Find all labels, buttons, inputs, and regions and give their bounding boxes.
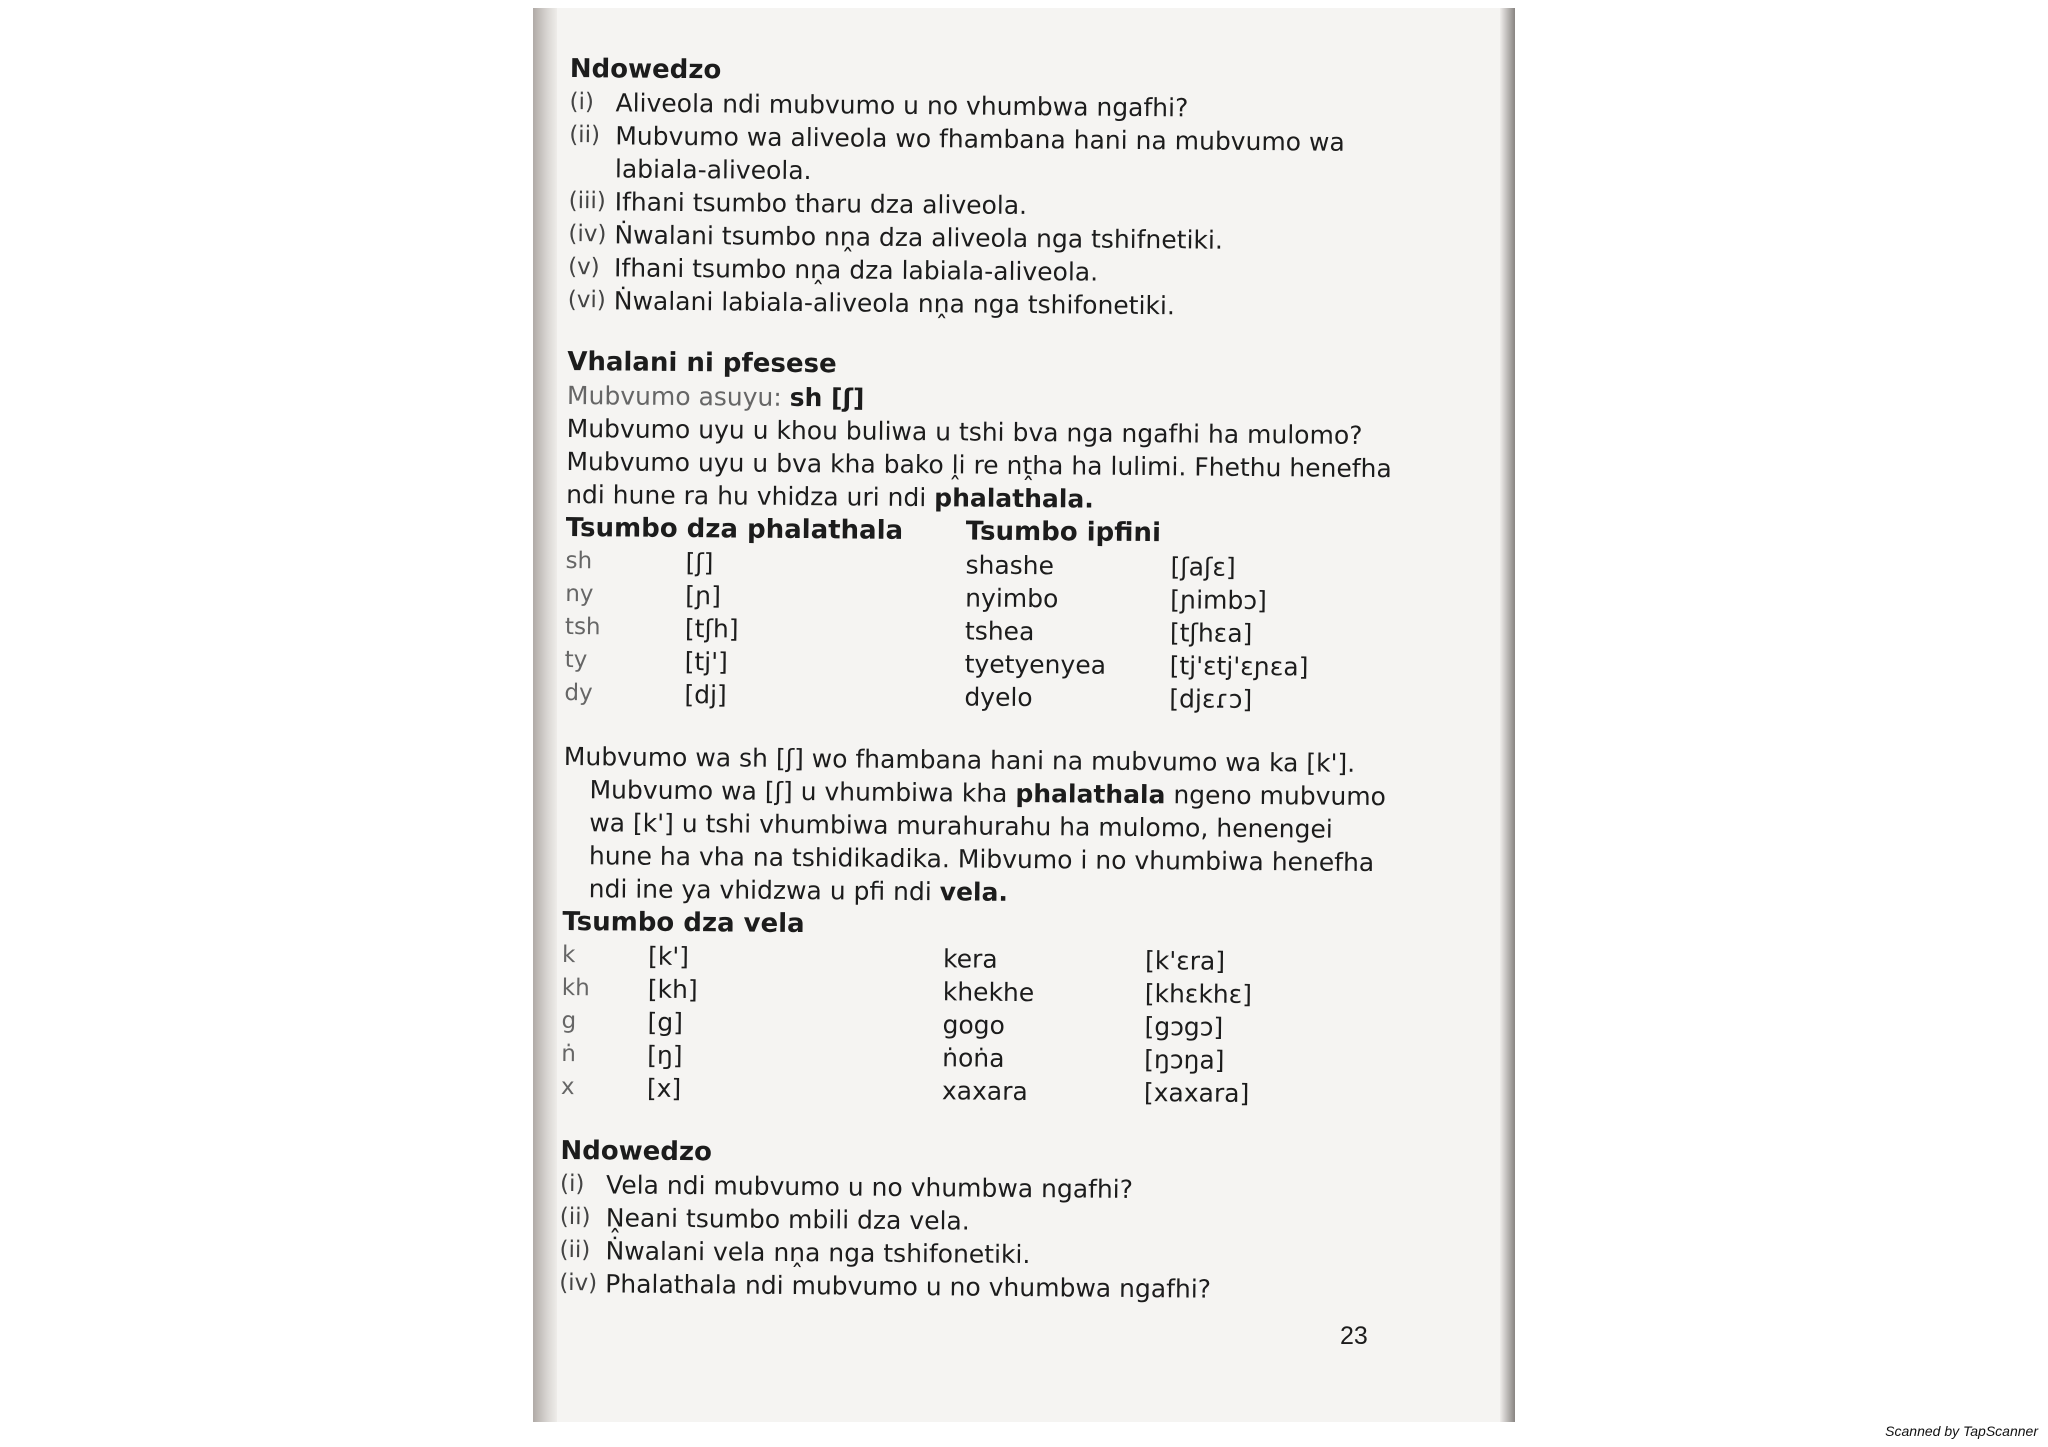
velar-paragraph: Mubvumo wa [ʃ] u vhumbiwa kha phalathala ngeno mubvumo wa [k'] u tshi vhumbiwa murahurahu ha mulomo, henengei hune ha vha na tshidikadika. Mibvumo i no vhumbiwa henefha ndi ine ya vhidzwa u pfi ndi vela.: [588, 775, 1387, 907]
list-item: (iv) Ṅwalani tsumbo nṋa dza aliveola nga tshifnetiki.: [568, 220, 1223, 255]
list-item: (vi) Ṅwalani labiala-aliveola nṋa nga tshifonetiki.: [567, 286, 1175, 321]
page-edge-shadow: [1500, 8, 1515, 1422]
table-row: dyelo [djɛɾɔ]: [964, 682, 1253, 714]
table-row: shashe [ʃaʃɛ]: [965, 550, 1236, 582]
palatal-examples: [564, 511, 1406, 717]
reading-paragraph: Mubvumo uyu u bva kha bako ḽi re nṱha ha lulimi. Fhethu henefha ndi hune ra hu vhidza uri ndi phalathala.: [566, 446, 1392, 514]
table-row: ny [ɲ]: [565, 580, 722, 611]
sound-value: sh [ʃ]: [789, 382, 865, 413]
table-row: ty [tj']: [564, 646, 728, 677]
list-item: (ii) Mubvumo wa aliveola wo fhambana hani na mubvumo wa labiala-aliveola.: [569, 121, 1345, 186]
table-row: sh [ʃ]: [565, 547, 714, 578]
list-item: (iii) Ifhani tsumbo tharu dza aliveola.: [568, 187, 1028, 220]
list-item: (i) Aliveola ndi mubvumo u no vhumbwa ngafhi?: [569, 88, 1189, 123]
exercise-list-2: [559, 1168, 1400, 1307]
palatal-words-table: [964, 548, 1309, 716]
list-item: (ii) Ṋeani tsumbo mbili dza vela.: [559, 1203, 970, 1236]
table-row: k [k'] kera [k'ɛra]: [562, 941, 1226, 976]
list-item: (i) Vela ndi mubvumo u no vhumbwa ngafhi?: [560, 1170, 1134, 1204]
reading-question: Mubvumo uyu u khou buliwa u tshi bva nga ngafhi ha mulomo?: [566, 413, 1363, 450]
exercise-heading-1: Ndowedzo: [569, 53, 722, 86]
table-row: g [g] gogo [gɔgɔ]: [561, 1007, 1224, 1042]
page-number: 23: [1340, 1322, 1368, 1350]
velar-heading: Tsumbo dza vela: [562, 906, 805, 940]
table-row: ṅ [ŋ] ṅoṅa [ŋɔŋa]: [561, 1040, 1225, 1075]
list-item: (iv) Phalathala ndi mubvumo u no vhumbwa ngafhi?: [559, 1269, 1212, 1304]
sound-line: Mubvumo asuyu: sh [ʃ]: [566, 380, 865, 413]
table-row: tshea [tʃhɛa]: [964, 616, 1253, 648]
list-item: (ii) Ṅwalani vela nṋa nga tshifonetiki.: [559, 1236, 1031, 1270]
scanner-watermark: Scanned by TapScanner: [1885, 1423, 2038, 1439]
comparison-line: Mubvumo wa sh [ʃ] wo fhambana hani na mubvumo wa ka [k'].: [563, 741, 1356, 778]
table-row: kh [kh] khekhe [khɛkhɛ]: [561, 974, 1253, 1009]
table-row: nyimbo [ɲimbɔ]: [965, 583, 1267, 616]
page-binding-shadow: [533, 8, 557, 1422]
velar-table: [561, 939, 1253, 1110]
table-row: x [x] xaxara [xaxara]: [560, 1073, 1250, 1108]
page-content: [559, 52, 1410, 1307]
palatal-heading: Tsumbo dza phalathala: [565, 512, 904, 546]
list-item: (v) Ifhani tsumbo nṋa dza labiala-aliveola.: [568, 253, 1099, 287]
exercise-list-1: [568, 86, 1410, 324]
exercise-heading-2: Ndowedzo: [560, 1135, 713, 1168]
table-row: dy [dj]: [564, 679, 727, 710]
palatal-table: [564, 545, 965, 713]
table-row: tsh [tʃh]: [564, 613, 739, 644]
table-row: tyetyenyea [tj'ɛtj'ɛɲɛa]: [964, 649, 1309, 682]
examples-heading: Tsumbo ipfini: [965, 516, 1162, 549]
reading-heading: Vhalani ni pfesese: [567, 346, 837, 380]
